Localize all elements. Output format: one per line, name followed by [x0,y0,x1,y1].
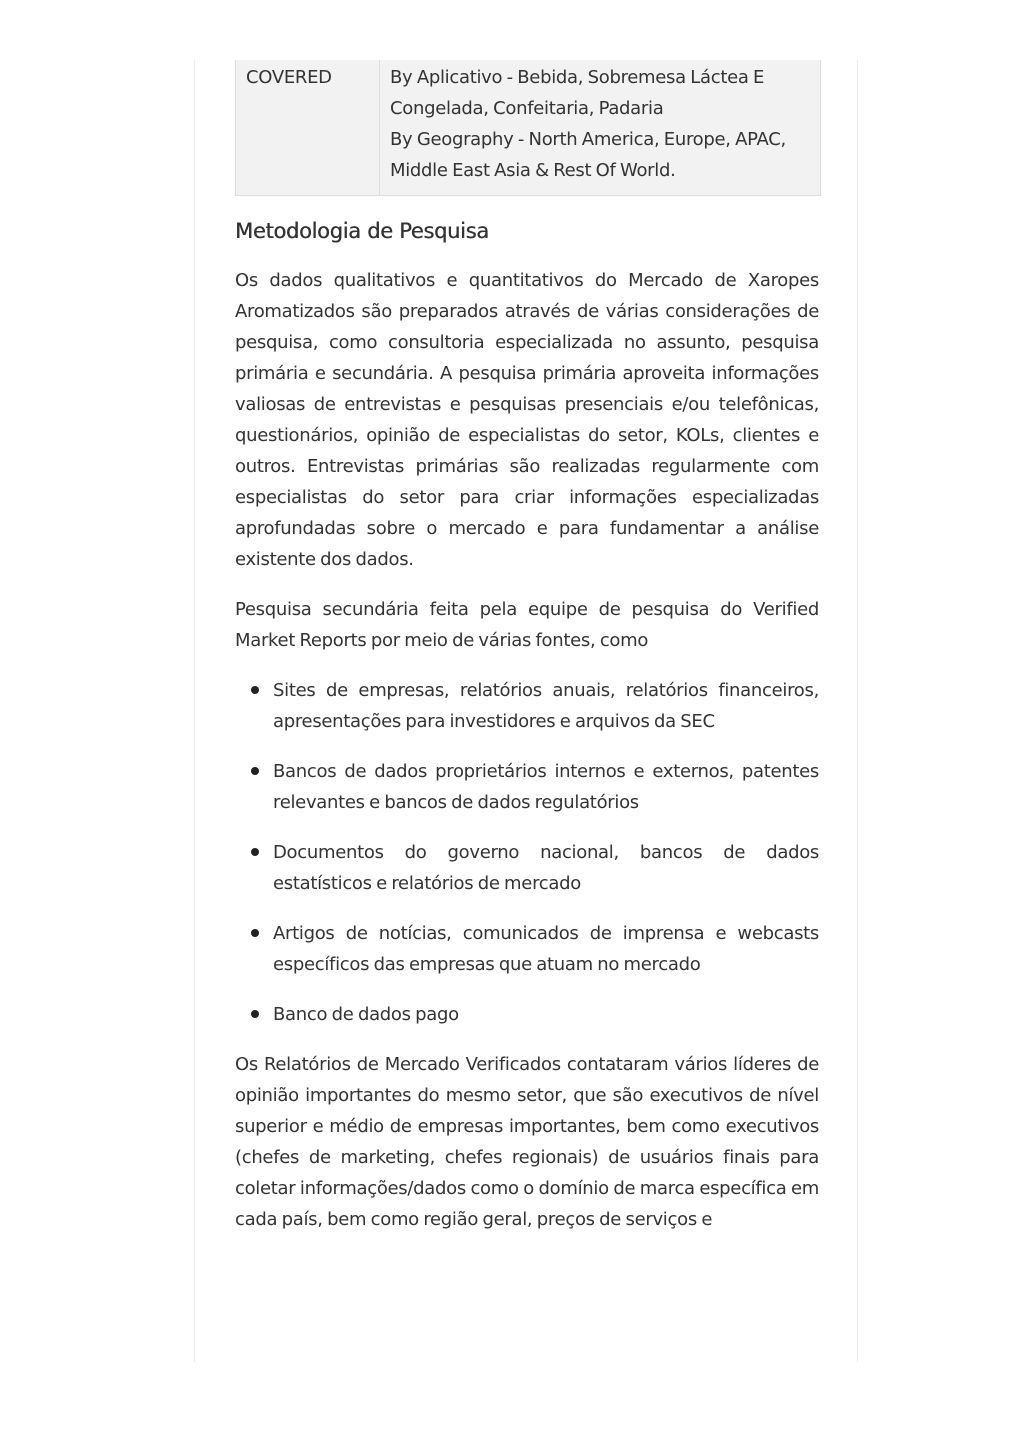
bullet-icon [251,767,259,775]
table-row [236,60,821,196]
list-item [273,999,819,1030]
section-title: Metodologia de Pesquisa [235,219,489,243]
list-item [273,756,819,818]
sources-list [235,675,819,1030]
bullet-icon [251,848,259,856]
methodology-paragraph: Os dados qualitativos e quantitativos do Mercado de Xaropes Aromatizados são preparados através de várias considerações de pesquisa, como consultoria especializada no assunto, pesquisa primária e secundária. A pesquisa primária aproveita informações valiosas de entrevistas e pesquisas presenciais e/ou telefônicas, questionários, opinião de especialistas do setor, KOLs, clientes e outros. Entrevistas primárias são realizadas regularmente com especialistas do setor para criar informações especializadas aprofundadas sobre o mercado e para fundamentar a análise existente dos dados. [235,270,819,570]
table-value-cell [380,60,821,196]
list-item-text: Documentos do governo nacional, bancos de dados estatísticos e relatórios de mercado [273,842,819,894]
segment-application-text: By Aplicativo - Bebida, Sobremesa Láctea E Congelada, Confeitaria, Padaria [390,67,765,119]
document-content [235,60,819,1254]
list-item [273,918,819,980]
opinion-leaders-paragraph: Os Relatórios de Mercado Verificados contataram vários líderes de opinião importantes do mesmo setor, que são executivos de nível superior e médio de empresas importantes, bem como executivos (chefes de marketing, chefes regionais) de usuários finais para coletar informações/dados como o domínio de marca específica em cada país, bem como região geral, preços de serviços e [235,1054,819,1230]
bullet-icon [251,929,259,937]
document-page [194,60,858,1362]
list-item-text: Banco de dados pago [273,1004,459,1025]
list-item-text: Artigos de notícias, comunicados de imprensa e webcasts específicos das empresas que atuam no mercado [273,923,819,975]
table-label-cell: COVERED [236,60,380,196]
secondary-research-intro: Pesquisa secundária feita pela equipe de pesquisa do Verified Market Reports por meio de várias fontes, como [235,599,819,651]
list-item-text: Bancos de dados proprietários internos e externos, patentes relevantes e bancos de dados regulatórios [273,761,819,813]
coverage-table [235,60,821,196]
segment-geography-text: By Geography - North America, Europe, APAC, Middle East Asia & Rest Of World. [390,129,786,181]
list-item [273,837,819,899]
list-item [273,675,819,737]
bullet-icon [251,686,259,694]
bullet-icon [251,1010,259,1018]
list-item-text: Sites de empresas, relatórios anuais, relatórios financeiros, apresentações para investidores e arquivos da SEC [273,680,819,732]
